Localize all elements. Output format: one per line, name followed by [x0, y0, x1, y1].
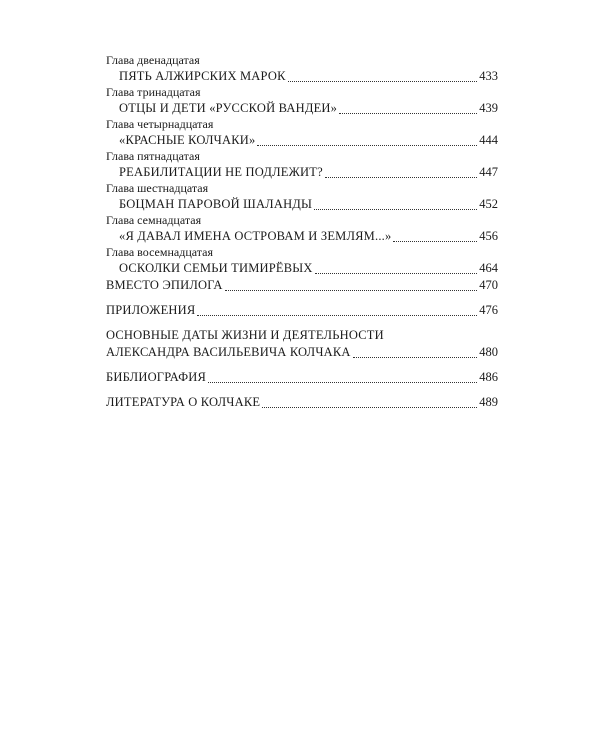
toc-chapter-13[interactable] [106, 85, 498, 117]
appendix-title: ПРИЛОЖЕНИЯ [106, 303, 196, 317]
toc-epilogue[interactable] [106, 277, 498, 294]
toc-chapter-14[interactable] [106, 117, 498, 149]
table-of-contents [106, 53, 498, 411]
toc-appendix[interactable] [106, 302, 498, 319]
dot-leader [393, 241, 477, 242]
chapter-title: ОТЦЫ И ДЕТИ «РУССКОЙ ВАНДЕИ» [119, 101, 338, 115]
dates-title-line1: ОСНОВНЫЕ ДАТЫ ЖИЗНИ И ДЕЯТЕЛЬНОСТИ [106, 328, 384, 342]
page-number: 464 [479, 261, 498, 275]
spacer [106, 319, 498, 327]
toc-chapter-16[interactable] [106, 181, 498, 213]
toc-literature[interactable] [106, 394, 498, 411]
dot-leader [314, 209, 477, 210]
literature-title: ЛИТЕРАТУРА О КОЛЧАКЕ [106, 395, 261, 409]
chapter-entry [106, 228, 498, 245]
bibliography-title: БИБЛИОГРАФИЯ [106, 370, 207, 384]
chapter-label: Глава пятнадцатая [106, 149, 200, 163]
chapter-title: РЕАБИЛИТАЦИИ НЕ ПОДЛЕЖИТ? [119, 165, 323, 179]
chapter-entry [106, 260, 498, 277]
chapter-title: ПЯТЬ АЛЖИРСКИХ МАРОК [119, 69, 286, 83]
chapter-label: Глава семнадцатая [106, 213, 202, 227]
page-number: 476 [479, 303, 498, 317]
toc-chapter-12[interactable] [106, 53, 498, 85]
chapter-label: Глава шестнадцатая [106, 181, 209, 195]
toc-dates[interactable] [106, 327, 498, 361]
spacer [106, 294, 498, 302]
dot-leader [353, 357, 478, 358]
chapter-entry [106, 100, 498, 117]
dot-leader [197, 315, 477, 316]
chapter-title: «Я ДАВАЛ ИМЕНА ОСТРОВАМ И ЗЕМЛЯМ...» [119, 229, 392, 243]
toc-bibliography[interactable] [106, 369, 498, 386]
page-number: 480 [479, 345, 498, 359]
spacer [106, 386, 498, 394]
chapter-entry [106, 196, 498, 213]
page-number: 456 [479, 229, 498, 243]
spacer [106, 361, 498, 369]
toc-chapter-18[interactable] [106, 245, 498, 277]
dot-leader [315, 273, 478, 274]
page-number: 470 [479, 278, 498, 292]
dot-leader [208, 382, 477, 383]
page-number: 489 [479, 395, 498, 409]
page-number: 444 [479, 133, 498, 147]
dates-entry [106, 344, 498, 361]
page-number: 452 [479, 197, 498, 211]
epilogue-title: ВМЕСТО ЭПИЛОГА [106, 278, 223, 292]
chapter-label: Глава четырнадцатая [106, 117, 214, 131]
chapter-label: Глава восемнадцатая [106, 245, 213, 259]
chapter-title: «КРАСНЫЕ КОЛЧАКИ» [119, 133, 256, 147]
page-number: 486 [479, 370, 498, 384]
chapter-entry [106, 132, 498, 149]
page-number: 439 [479, 101, 498, 115]
dot-leader [257, 145, 477, 146]
page-number: 447 [479, 165, 498, 179]
dot-leader [339, 113, 477, 114]
chapter-entry [106, 164, 498, 181]
chapter-entry [106, 68, 498, 85]
dot-leader [288, 81, 478, 82]
chapter-title: ОСКОЛКИ СЕМЬИ ТИМИРЁВЫХ [119, 261, 313, 275]
chapter-title: БОЦМАН ПАРОВОЙ ШАЛАНДЫ [119, 197, 313, 211]
dot-leader [225, 290, 478, 291]
dot-leader [325, 177, 477, 178]
page-number: 433 [479, 69, 498, 83]
chapter-label: Глава двенадцатая [106, 53, 200, 67]
toc-chapter-15[interactable] [106, 149, 498, 181]
dates-title-line2: АЛЕКСАНДРА ВАСИЛЬЕВИЧА КОЛЧАКА [106, 345, 351, 359]
chapter-label: Глава тринадцатая [106, 85, 201, 99]
dot-leader [262, 407, 477, 408]
toc-chapter-17[interactable] [106, 213, 498, 245]
